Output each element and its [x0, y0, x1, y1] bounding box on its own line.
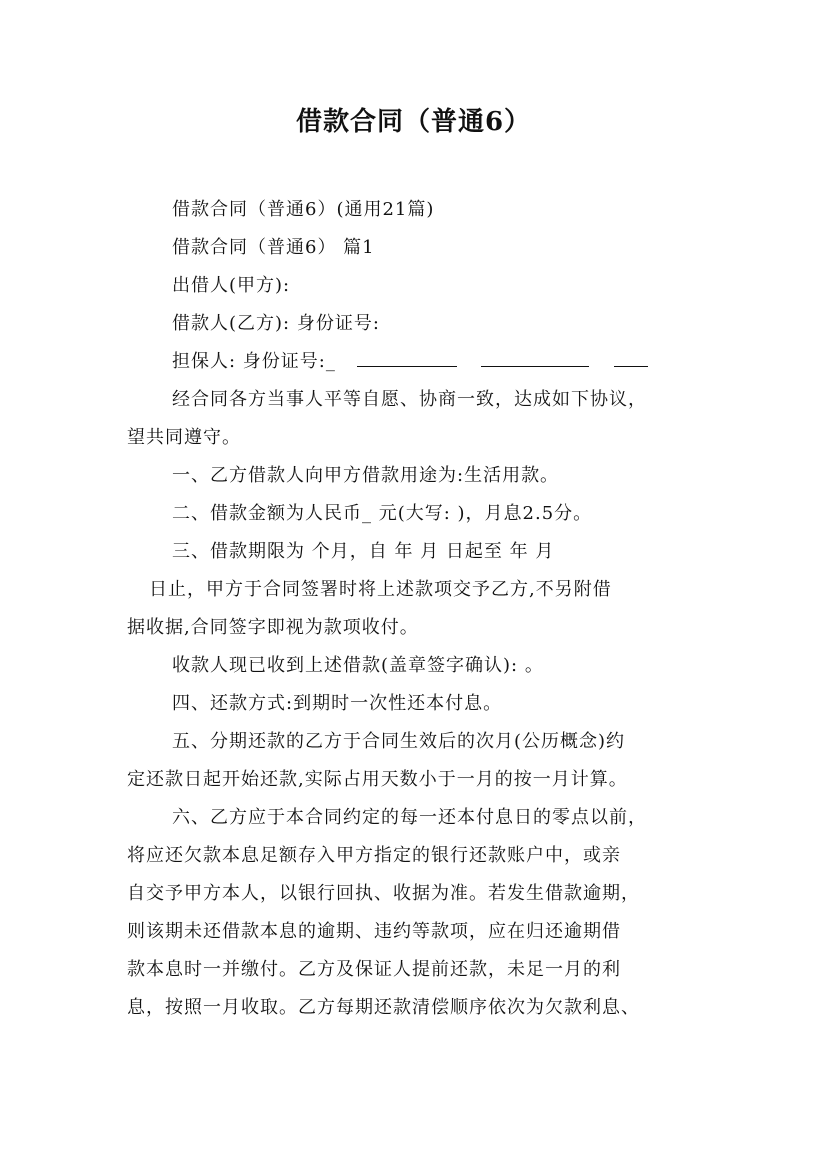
paragraph-line: 一、乙方借款人向甲方借款用途为:生活用款。 [172, 465, 560, 486]
paragraph-line: 日止，甲方于合同签署时将上述款项交予乙方,不另附借 [149, 579, 612, 600]
paragraph-text: 担保人: 身份证号:_ [172, 351, 336, 372]
blank-underline [481, 348, 589, 367]
blank-underline [614, 348, 648, 367]
paragraph-line: 款本息时一并缴付。乙方及保证人提前还款，未足一月的利 [127, 959, 621, 980]
guarantor-line [127, 343, 707, 381]
paragraph-line: 将应还欠款本息足额存入甲方指定的银行还款账户中，或亲 [127, 845, 621, 866]
paragraph-line: 借款合同（普通6） 篇1 [172, 237, 375, 258]
paragraph-line: 四、还款方式:到期时一次性还本付息。 [172, 693, 503, 714]
paragraph-line: 借款人(乙方): 身份证号: [172, 313, 380, 334]
blank-underline [357, 348, 457, 367]
paragraph-line: 自交予甲方本人，以银行回执、收据为准。若发生借款逾期， [127, 883, 640, 904]
paragraph-line: 二、借款金额为人民币_ 元(大写: )，月息2.5分。 [172, 503, 593, 524]
paragraph-line: 据收据,合同签字即视为款项收付。 [127, 617, 419, 638]
paragraph-line: 定还款日起开始还款,实际占用天数小于一月的按一月计算。 [127, 769, 628, 790]
paragraph-line: 六、乙方应于本合同约定的每一还本付息日的零点以前， [172, 807, 647, 828]
paragraph-line: 收款人现已收到上述借款(盖章签字确认): 。 [172, 655, 544, 676]
paragraph-line: 则该期未还借款本息的逾期、违约等款项，应在归还逾期借 [127, 921, 621, 942]
paragraph-line: 息，按照一月收取。乙方每期还款清偿顺序依次为欠款利息、 [127, 997, 640, 1018]
document-title: 借款合同（普通6） [295, 107, 532, 137]
paragraph-line: 借款合同（普通6）(通用21篇) [172, 199, 435, 220]
paragraph-line: 出借人(甲方): [172, 275, 291, 296]
paragraph-line: 经合同各方当事人平等自愿、协商一致，达成如下协议， [172, 389, 647, 410]
paragraph-line: 三、借款期限为 个月，自 年 月 日起至 年 月 [172, 541, 555, 562]
document-body [127, 191, 707, 1027]
paragraph-line: 五、分期还款的乙方于合同生效后的次月(公历概念)约 [172, 731, 626, 752]
paragraph-line: 望共同遵守。 [127, 427, 241, 448]
